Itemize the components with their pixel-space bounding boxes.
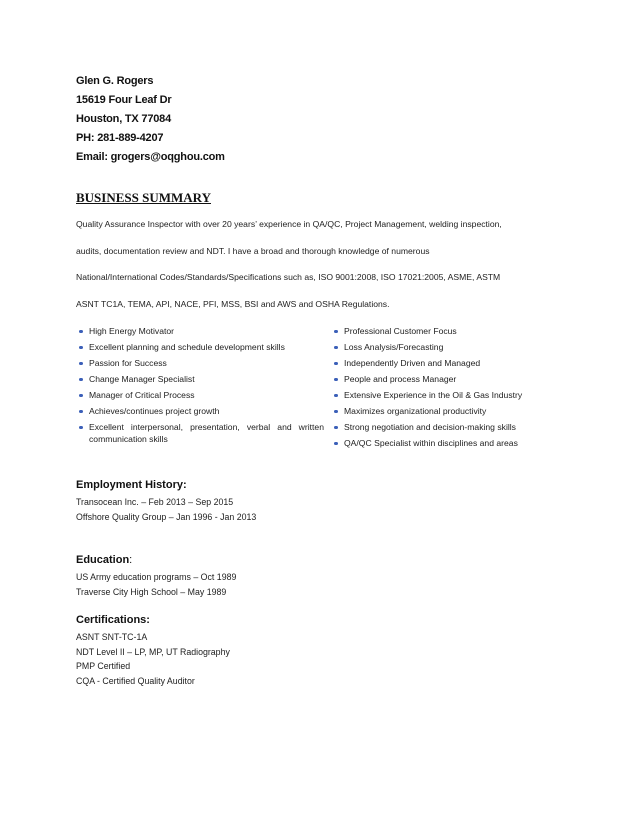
list-item: Excellent planning and schedule development skills <box>78 341 324 353</box>
contact-street: 15619 Four Leaf Dr <box>76 94 172 106</box>
list-item: CQA - Certified Quality Auditor <box>76 675 195 686</box>
list-item: Achieves/continues project growth <box>78 405 324 417</box>
skills-list-left <box>78 325 324 449</box>
contact-phone: PH: 281-889-4207 <box>76 132 164 144</box>
bullet-icon <box>334 442 338 446</box>
bullet-icon <box>79 394 83 398</box>
list-item: Manager of Critical Process <box>78 389 324 401</box>
employment-list <box>76 495 256 524</box>
certifications-list <box>76 630 230 688</box>
certifications-heading: Certifications: <box>76 614 150 626</box>
list-item: Extensive Experience in the Oil & Gas Industry <box>333 389 548 401</box>
list-item: High Energy Motivator <box>78 325 324 337</box>
list-item: Excellent interpersonal, presentation, verbal and written communication skills <box>78 421 324 445</box>
list-item: QA/QC Specialist within disciplines and areas <box>333 437 548 449</box>
list-item: Traverse City High School – May 1989 <box>76 586 227 597</box>
employment-heading: Employment History: <box>76 479 187 491</box>
skills-list-right <box>333 325 548 453</box>
summary-line: Quality Assurance Inspector with over 20 years’ experience in QA/QC, Project Management, welding inspection, <box>76 219 502 229</box>
list-item: PMP Certified <box>76 661 131 672</box>
list-item: US Army education programs – Oct 1989 <box>76 572 237 582</box>
contact-name: Glen G. Rogers <box>76 75 154 87</box>
bullet-icon <box>79 426 83 430</box>
summary-line: National/International Codes/Standards/Specifications such as, ISO 9001:2008, ISO 17021:2005, ASME, ASTM <box>76 272 501 282</box>
bullet-icon <box>334 394 338 398</box>
summary-title: BUSINESS SUMMARY <box>76 190 211 205</box>
list-item: Maximizes organizational productivity <box>333 405 548 417</box>
bullet-icon <box>334 378 338 382</box>
list-item: People and process Manager <box>333 373 548 385</box>
education-heading: Education: <box>76 554 133 566</box>
summary-line: audits, documentation review and NDT. I have a broad and thorough knowledge of numerous <box>76 245 430 256</box>
bullet-icon <box>79 330 83 334</box>
list-item: Change Manager Specialist <box>78 373 324 385</box>
bullet-icon <box>79 378 83 382</box>
list-item: Strong negotiation and decision-making skills <box>333 421 548 433</box>
bullet-icon <box>79 410 83 414</box>
contact-email: Email: grogers@oqghou.com <box>76 151 225 163</box>
bullet-icon <box>79 346 83 350</box>
list-item: ASNT SNT-TC-1A <box>76 632 148 642</box>
list-item: Passion for Success <box>78 357 324 369</box>
list-item: Professional Customer Focus <box>333 325 548 337</box>
education-list <box>76 570 236 599</box>
bullet-icon <box>334 330 338 334</box>
contact-city: Houston, TX 77084 <box>76 113 172 125</box>
bullet-icon <box>79 362 83 366</box>
list-item: Transocean Inc. – Feb 2013 – Sep 2015 <box>76 497 234 507</box>
bullet-icon <box>334 426 338 430</box>
list-item: Offshore Quality Group – Jan 1996 - Jan 2013 <box>76 511 257 522</box>
contact-block <box>76 72 171 148</box>
list-item: NDT Level II – LP, MP, UT Radiography <box>76 646 230 657</box>
list-item: Independently Driven and Managed <box>333 357 548 369</box>
summary-text <box>76 218 562 324</box>
list-item: Loss Analysis/Forecasting <box>333 341 548 353</box>
bullet-icon <box>334 346 338 350</box>
summary-line: ASNT TC1A, TEMA, API, NACE, PFI, MSS, BSI and AWS and OSHA Regulations. <box>76 298 390 309</box>
bullet-icon <box>334 362 338 366</box>
bullet-icon <box>334 410 338 414</box>
